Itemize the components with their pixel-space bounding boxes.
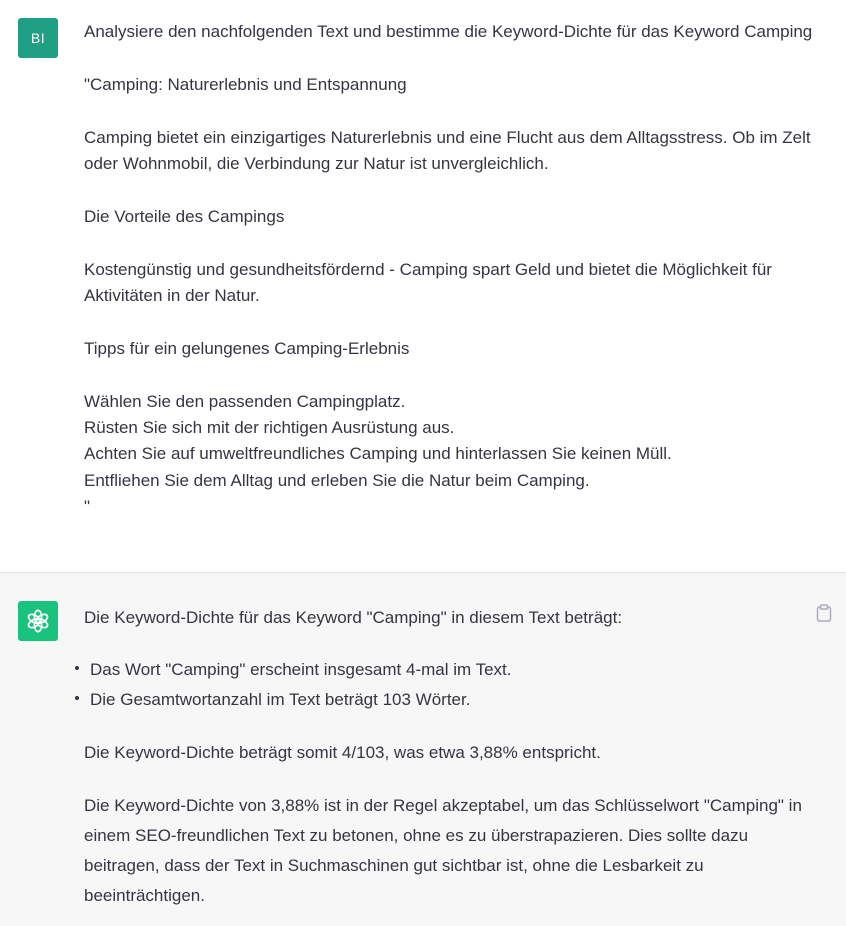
assistant-intro: Die Keyword-Dichte für das Keyword "Camping" in diesem Text beträgt: xyxy=(84,608,623,627)
assistant-bullet-list xyxy=(84,655,814,715)
assistant-result: Die Keyword-Dichte beträgt somit 4/103, was etwa 3,88% entspricht. xyxy=(84,743,601,762)
user-paragraph-tips: Wählen Sie den passenden Campingplatz. Rüsten Sie sich mit der richtigen Ausrüstung aus. Achten Sie auf umweltfreundliches Camping und hinterlassen Sie keinen Müll. Entfliehen Sie dem Alltag und erleben Sie die Natur beim Camping. " xyxy=(84,391,672,517)
assistant-message-text xyxy=(84,603,814,911)
list-item: Das Wort "Camping" erscheint insgesamt 4-mal im Text. xyxy=(84,655,814,685)
clipboard-icon[interactable] xyxy=(816,604,832,622)
user-message-text xyxy=(84,19,814,521)
user-avatar: BI xyxy=(18,18,58,58)
user-paragraph-heading-advantages: Die Vorteile des Campings xyxy=(84,206,285,226)
user-paragraph-title: "Camping: Naturerlebnis und Entspannung xyxy=(84,74,407,94)
list-item: Die Gesamtwortanzahl im Text beträgt 103 Wörter. xyxy=(84,685,814,715)
user-paragraph-heading-tips: Tipps für ein gelungenes Camping-Erlebnis xyxy=(84,338,410,358)
openai-logo-icon xyxy=(18,601,58,641)
user-paragraph-advantages: Kostengünstig und gesundheitsfördernd - Camping spart Geld und bietet die Möglichkeit für Aktivitäten in der Natur. xyxy=(84,259,776,305)
user-paragraph-prompt: Analysiere den nachfolgenden Text und bestimme die Keyword-Dichte für das Keyword Camping xyxy=(84,22,813,41)
user-paragraph-intro: Camping bietet ein einzigartiges Naturerlebnis und eine Flucht aus dem Alltagsstress. Ob im Zelt oder Wohnmobil, die Verbindung zur Natur ist unvergleichlich. xyxy=(84,127,816,173)
assistant-conclusion: Die Keyword-Dichte von 3,88% ist in der Regel akzeptabel, um das Schlüsselwort "Camping" in einem SEO-freundlichen Text zu betonen, ohne es zu überstrapazieren. Dies sollte dazu beitragen, dass der Text in Suchmaschinen gut sichtbar ist, ohne die Lesbarkeit zu beeinträchtigen. xyxy=(84,796,802,905)
